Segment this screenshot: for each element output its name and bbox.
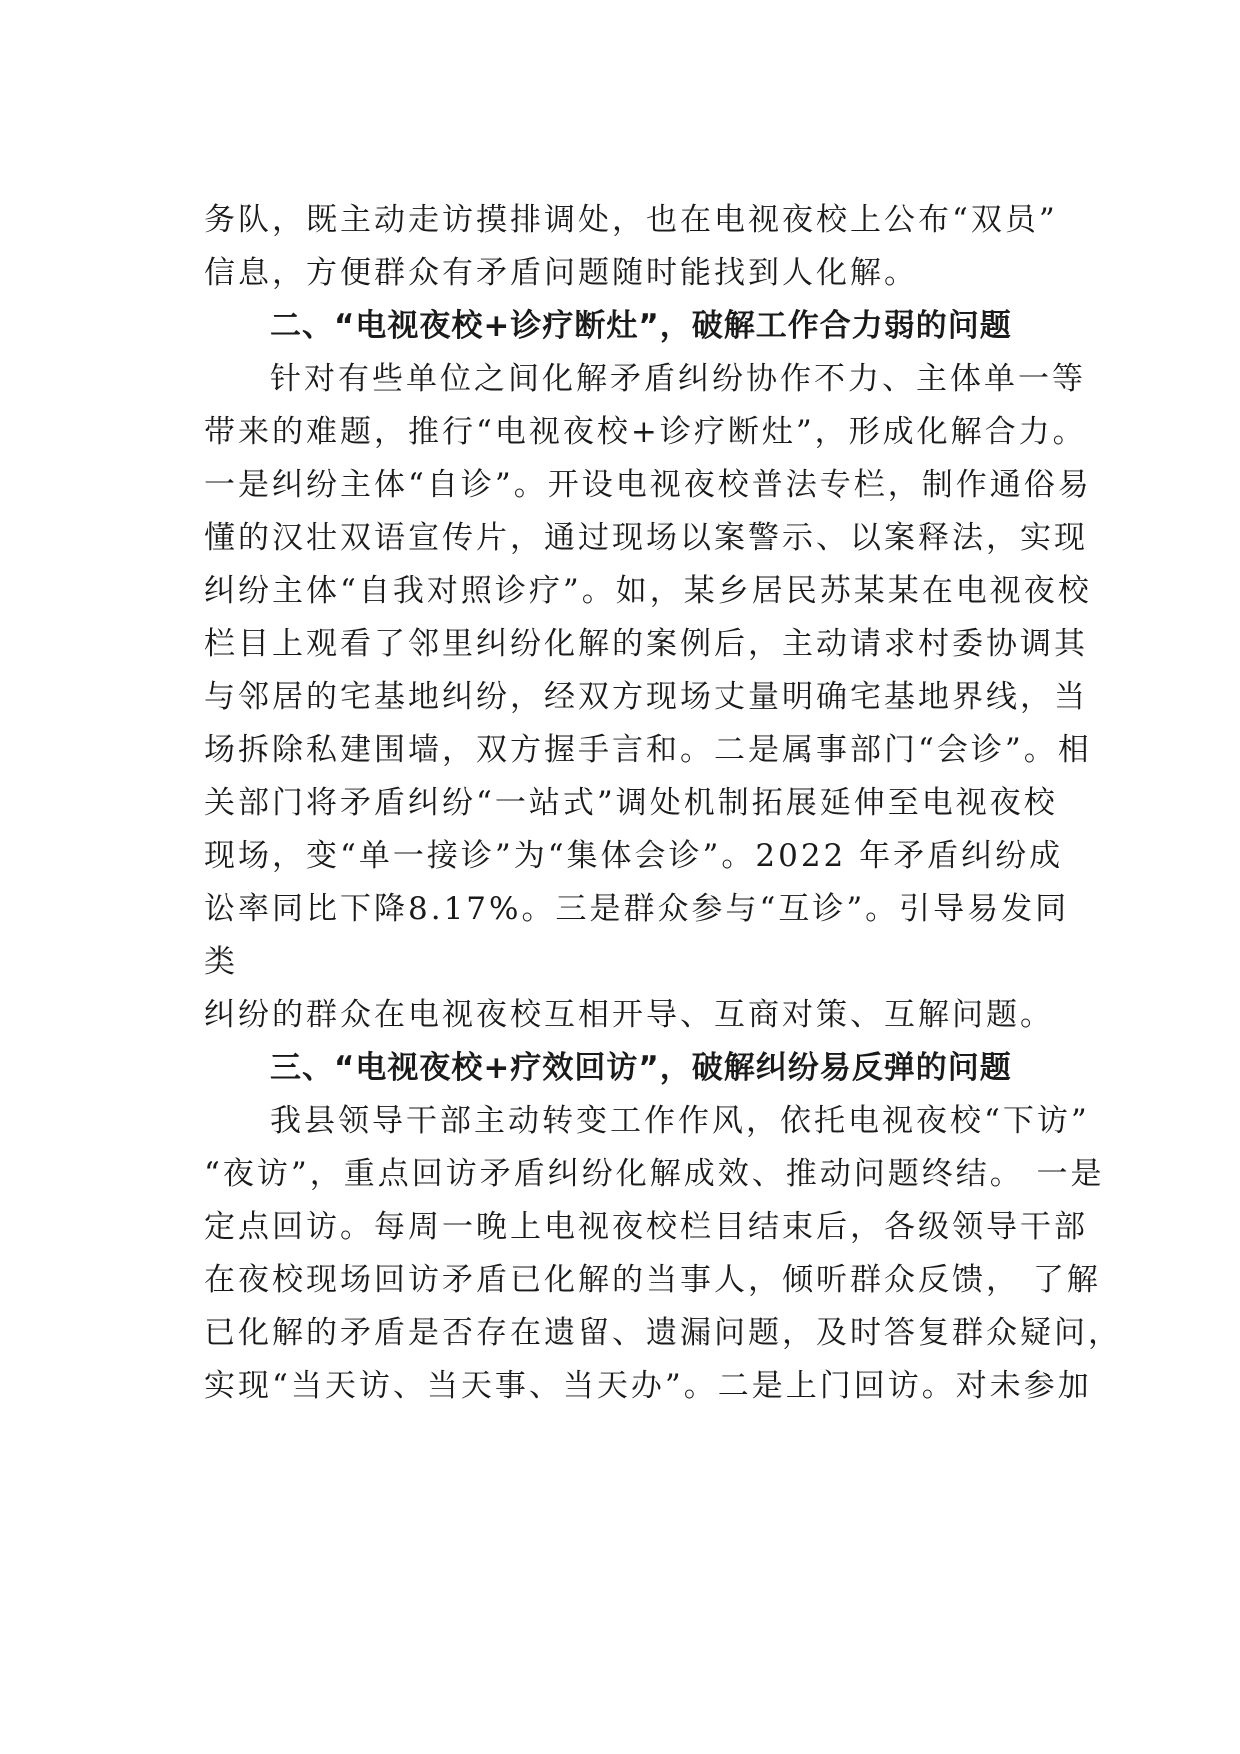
body-text-line: 懂的汉壮双语宣传片，通过现场以案警示、以案释法，实现 <box>204 520 1088 556</box>
body-text-line: 关部门将矛盾纠纷“一站式”调处机制拓展延伸至电视夜校 <box>204 785 1058 821</box>
body-text-line: 定点回访。每周一晚上电视夜校栏目结束后，各级领导干部 <box>204 1209 1088 1245</box>
section-heading-2: 二、“电视夜校+诊疗断灶”，破解工作合力弱的问题 <box>270 308 1012 344</box>
body-text-line: 类 <box>204 944 238 980</box>
body-text-line: 与邻居的宅基地纠纷，经双方现场丈量明确宅基地界线，当 <box>204 679 1088 715</box>
body-text-line: 讼率同比下降8.17%。三是群众参与“互诊”。引导易发同 <box>204 891 1070 927</box>
body-text-line: 纠纷的群众在电视夜校互相开导、互商对策、互解问题。 <box>204 997 1054 1033</box>
paragraph-start: 针对有些单位之间化解矛盾纠纷协作不力、主体单一等 <box>270 361 1086 397</box>
paragraph-start: 我县领导干部主动转变工作作风，依托电视夜校“下访” <box>270 1103 1090 1139</box>
body-text-line: 在夜校现场回访矛盾已化解的当事人，倾听群众反馈， 了解 <box>204 1262 1101 1298</box>
body-text-line: 实现“当天访、当天事、当天办”。二是上门回访。对未参加 <box>204 1368 1092 1404</box>
body-text-line: 信息，方便群众有矛盾问题随时能找到人化解。 <box>204 255 918 291</box>
body-text-line: 带来的难题，推行“电视夜校+诊疗断灶”，形成化解合力。 <box>204 414 1087 450</box>
body-text-line: 现场，变“单一接诊”为“集体会诊”。2022 年矛盾纠纷成 <box>204 838 1064 874</box>
body-text-line: 一是纠纷主体“自诊”。开设电视夜校普法专栏，制作通俗易 <box>204 467 1092 503</box>
section-heading-3: 三、“电视夜校+疗效回访”，破解纠纷易反弹的问题 <box>270 1050 1012 1086</box>
body-text-line: “夜访”，重点回访矛盾纠纷化解成效、推动问题终结。 一是 <box>204 1156 1105 1192</box>
body-text-line: 已化解的矛盾是否存在遗留、遗漏问题，及时答复群众疑问， <box>204 1315 1122 1351</box>
body-text-line: 务队，既主动走访摸排调处，也在电视夜校上公布“双员” <box>204 202 1058 238</box>
body-text-line: 场拆除私建围墙，双方握手言和。二是属事部门“会诊”。相 <box>204 732 1092 768</box>
body-text-line: 纠纷主体“自我对照诊疗”。如，某乡居民苏某某在电视夜校 <box>204 573 1092 609</box>
body-text-line: 栏目上观看了邻里纠纷化解的案例后，主动请求村委协调其 <box>204 626 1088 662</box>
